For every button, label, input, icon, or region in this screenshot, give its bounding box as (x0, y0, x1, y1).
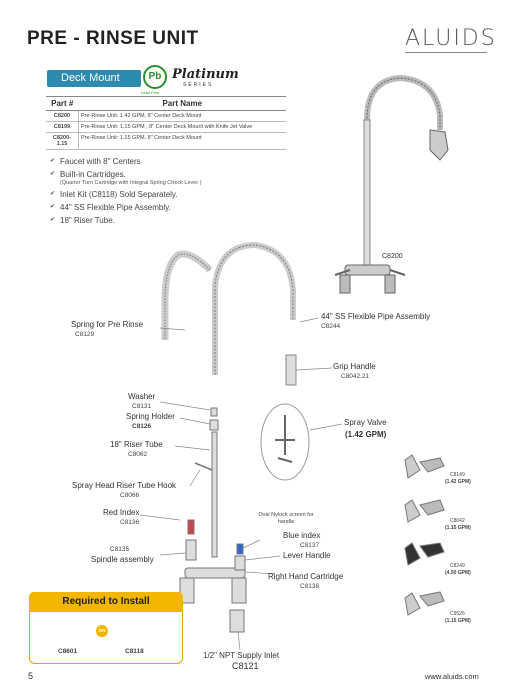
part-name: Pre-Rinse Unit: 1.15 GPM, 8" Center Deck Mount (79, 133, 287, 150)
page-title: PRE - RINSE UNIT (27, 28, 199, 49)
spray-valve-gpm: (1.42 GPM) (345, 430, 387, 439)
holder-code: C8126 (132, 423, 152, 430)
deck-mount-badge: Deck Mount (47, 70, 141, 87)
feature-item: ✔ Inlet Kit (C8118) Sold Separately. (50, 190, 202, 199)
footer-url[interactable]: www.aluids.com (425, 672, 479, 681)
valve-code: C8149 (450, 472, 465, 478)
or-badge: OR (96, 625, 108, 637)
spray-valve-image (275, 415, 295, 462)
assembled-unit-image (335, 78, 448, 293)
spring-label: Spring for Pre Rinse (71, 320, 144, 329)
cartridge-code: C8138 (300, 583, 320, 590)
red-index-code: C8136 (120, 519, 140, 526)
part-number: C8199 (46, 122, 79, 133)
valve-gpm: (1.42 GPM) (445, 479, 471, 485)
riser-code: C8062 (128, 451, 148, 458)
blue-index-label: Blue index (283, 531, 321, 540)
lever-label: Lever Handle (283, 551, 331, 560)
pipe-label: 44" SS Flexible Pipe Assembly (321, 312, 431, 321)
valve-thumbnails (405, 455, 444, 615)
part-name: Pre-Rinse Unit: 1.15 GPM , 8" Center Deck Mount with Knife Jet Valve (79, 122, 287, 133)
hook-code: C8066 (120, 492, 140, 499)
spindle-label: Spindle assembly (91, 555, 154, 564)
hook-label: Spray Head Riser Tube Hook (72, 481, 177, 490)
grip-label: Grip Handle (333, 362, 376, 371)
grip-handle-image (286, 355, 296, 385)
valve-gpm: (4.50 GPM) (445, 570, 471, 576)
install-item-code: C8118 (125, 648, 144, 655)
valve-code: C9526 (450, 611, 465, 617)
blue-index-code: C8137 (300, 542, 320, 549)
riser-assembly-image (195, 408, 218, 557)
series-label: SERIES (183, 82, 214, 88)
spindle-code: C8135 (110, 546, 130, 553)
spring-code: C8129 (75, 331, 95, 338)
feature-item: ✔ Built-in Cartridges. (Quarter Turn Cartridge with Integral Spring Check Lever ) (50, 170, 202, 186)
riser-label: 18" Riser Tube (110, 440, 163, 449)
nylock-note: Oval Nylock screen for handle (258, 512, 314, 525)
valve-gpm: (1.15 GPM) (445, 618, 471, 624)
grip-code: C8042.21 (341, 373, 370, 380)
feature-item: ✔ Faucet with 8" Centers (50, 157, 202, 166)
red-index-label: Red Index (103, 508, 140, 517)
c8200-label: C8200 (382, 253, 403, 260)
washer-code: C8131 (132, 403, 152, 410)
part-number: C8200-1.15 (46, 133, 79, 150)
supply-code: C8121 (232, 661, 259, 671)
part-number: C8200 (46, 111, 79, 122)
supply-label: 1/2" NPT Supply Inlet (203, 651, 280, 660)
feature-note: (Quarter Turn Cartridge with Integral Spring Check Lever ) (60, 180, 202, 186)
cartridge-label: Right Hand Cartridge (268, 572, 344, 581)
pipe-code: C8244 (321, 323, 341, 330)
required-install-title: Required to Install (29, 592, 183, 612)
lead-free-label: Lead Free (141, 90, 160, 95)
feature-item: ✔ 18" Riser Tube. (50, 216, 202, 225)
col-part-number: Part # (46, 97, 79, 111)
platinum-logo: Platinum (172, 67, 239, 82)
holder-label: Spring Holder (126, 412, 175, 421)
col-part-name: Part Name (79, 97, 287, 111)
install-item-code: C8601 (58, 648, 78, 655)
feature-item: ✔ 44" SS Flexible Pipe Assembly. (50, 203, 202, 212)
spring-image (165, 254, 210, 340)
valve-code: C8042 (450, 518, 465, 524)
washer-label: Washer (128, 392, 156, 401)
brand-logo: ALUIDS (405, 26, 497, 51)
valve-gpm: (1.15 GPM) (445, 525, 471, 531)
lead-free-icon: Pb (143, 65, 167, 89)
page-number: 5 (28, 671, 34, 681)
spray-valve-label: Spray Valve (344, 418, 387, 427)
valve-code: C8249 (450, 563, 465, 569)
flex-pipe-image (215, 245, 293, 375)
part-name: Pre-Rinse Unit: 1.42 GPM, 8" Center Deck Mount (79, 111, 287, 122)
